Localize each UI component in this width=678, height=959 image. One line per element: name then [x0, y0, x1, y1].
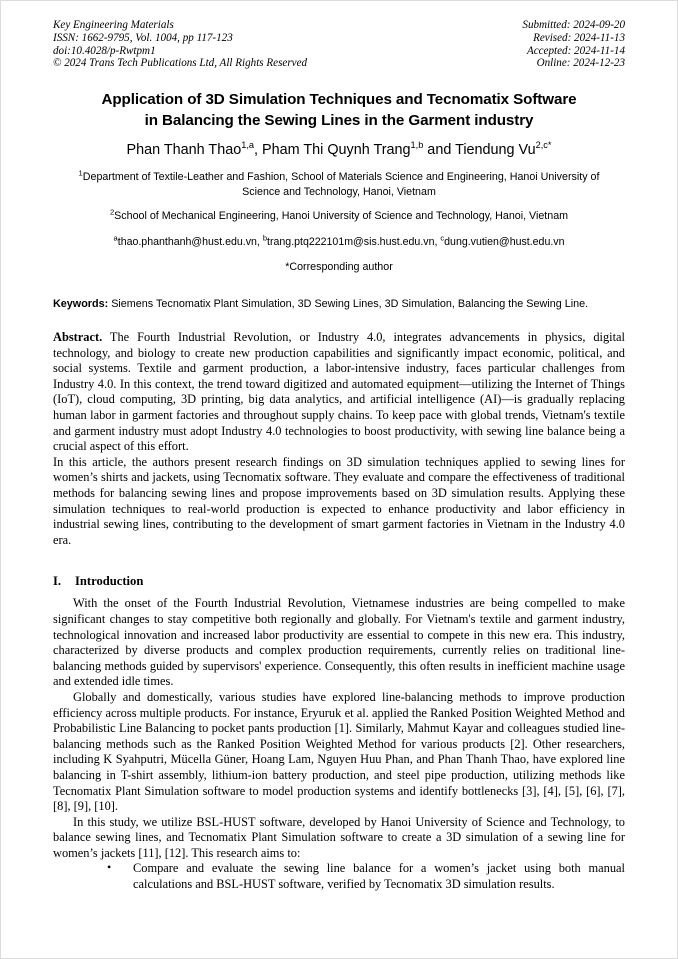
- date-submitted: Submitted: 2024-09-20: [522, 19, 625, 31]
- email-1[interactable]: thao.phanthanh@hust.edu.vn: [117, 235, 257, 248]
- section-title: Introduction: [75, 574, 144, 589]
- email-separator-2: ,: [434, 235, 441, 248]
- email-3-marker: c: [440, 233, 445, 243]
- date-online: Online: 2024-12-23: [536, 57, 625, 70]
- keywords-label: Keywords:: [53, 297, 109, 310]
- abstract-paragraph-2: In this article, the authors present research findings on 3D simulation techniques applied to sewing lines for women’s shirts and jackets, using Tecnomatix software. They evaluate and compare the effectiveness of traditional methods for balancing sewing lines and propose improvements based on 3D simulation results. Applying these simulation techniques to real-world production is expected to enhance productivity and labor efficiency in industrial sewing lines, contributing to the development of smart garment factories in Vietnam in the Industry 4.0 era.: [53, 454, 625, 547]
- journal-name: Key Engineering Materials: [53, 19, 174, 31]
- title-line-2: in Balancing the Sewing Lines in the Garment industry: [144, 111, 534, 129]
- affiliation-list: [53, 170, 625, 224]
- email-1-marker: a: [113, 233, 118, 243]
- affiliation-2: [53, 209, 625, 224]
- email-2-marker: b: [262, 233, 268, 243]
- author-1-name: Phan Thanh Thao: [126, 142, 242, 159]
- affiliation-2-marker: 2: [109, 207, 115, 217]
- introduction-paragraph-1: With the onset of the Fourth Industrial Revolution, Vietnamese industries are being compelled to make significant changes to stay competitive both regionally and globally. For Vietnam's textile and garment industry, technological innovation and increased labor productivity are essential to compete in this new era. This industry, characterized by diverse products and complex production requirements, currently relies on traditional line-balancing methods guided by supervisors' experience. Consequently, this often results in inefficient machine usage and extended idle times.: [53, 596, 625, 689]
- author-separator-1: ,: [254, 142, 263, 159]
- introduction-paragraph-2: Globally and domestically, various studies have explored line-balancing methods to improve production efficiency across multiple products. For instance, Eryuruk et al. applied the Ranked Position Weighted Method and Probabilistic Line Balancing to pocket pants production [1]. Similarly, Mahmut Kayar and colleagues studied line-balancing methods such as the Ranked Position Weighted Method for various products [2]. Other researchers, including K Syahputri, Mücella Güner, Hoang Lam, Nguyen Huu Phan, and Phan Thanh Thao, have explored line balancing in T-shirt assembly, lithium-ion battery production, and steel pipe production, utilizing methods like Tecnomatix Plant Simulation software to model production systems and identify bottlenecks [3], [4], [5], [6], [7], [8], [9], [10].: [53, 689, 625, 814]
- journal-copyright: © 2024 Trans Tech Publications Ltd, All Rights Reserved: [53, 57, 308, 70]
- author-separator-2: and: [423, 142, 456, 159]
- journal-header-left: [53, 19, 307, 70]
- affiliation-1-text: Department of Textile-Leather and Fashion, School of Materials Science and Engineering, Hanoi University of Science and Technology, Hanoi, Vietnam: [82, 171, 600, 198]
- title-line-1: Application of 3D Simulation Techniques and Tecnomatix Software: [101, 91, 577, 109]
- affiliation-1-marker: 1: [78, 168, 83, 178]
- research-aims-list: [53, 861, 625, 892]
- keywords-text: Siemens Tecnomatix Plant Simulation, 3D Sewing Lines, 3D Simulation, Balancing the Sewing Line.: [108, 297, 589, 310]
- abstract-text-1: The Fourth Industrial Revolution, or Industry 4.0, integrates advancements in physics, digital technology, and biology to create new production capabilities and significantly impact economic, political, and social systems. Textile and garment production, a labor-intensive industry, faces particular challenges from Industry 4.0. In this context, the trend toward digitized and automated equipment—utilizing the Internet of Things (IoT), cloud computing, 3D printing, big data analytics, and artificial intelligence (AI)—is gradually replacing human labor in garment factories and throughout supply chains. To keep pace with global trends, Vietnam's textile and garment industry must adopt Industry 4.0 technologies to boost productivity, with sewing line balance being a crucial aspect of this effort.: [53, 330, 625, 454]
- abstract-paragraph-1: [53, 330, 625, 455]
- page-title: [53, 90, 625, 131]
- section-heading-introduction: [53, 573, 625, 589]
- list-item: • Compare and evaluate the sewing line balance for a women’s jacket using both manual calculations and BSL-HUST software, verified by Tecnomatix 3D simulation results.: [107, 861, 625, 892]
- author-1-affiliation-marker: 1,a: [241, 140, 255, 151]
- date-revised: Revised: 2024-11-13: [533, 31, 625, 44]
- author-2-name: Pham Thi Quynh Trang: [262, 142, 411, 159]
- introduction-paragraph-3: In this study, we utilize BSL-HUST software, developed by Hanoi University of Science and Technology, to balance sewing lines, and Tecnomatix Plant Simulation software to create a 3D simulation of a sewing line for women’s jackets [11], [12]. This research aims to:: [53, 814, 625, 860]
- affiliation-1: [53, 170, 625, 199]
- affiliation-2-text: School of Mechanical Engineering, Hanoi University of Science and Technology, Hanoi, Vietnam: [114, 210, 569, 223]
- author-list: [53, 141, 625, 160]
- abstract-section: [53, 330, 625, 548]
- page-content: [1, 1, 677, 893]
- email-2[interactable]: trang.ptq222101m@sis.hust.edu.vn: [267, 235, 435, 248]
- author-3-name: Tiendung Vu: [455, 142, 536, 159]
- journal-header-right: [522, 19, 625, 70]
- author-emails: [53, 235, 625, 250]
- section-number: I.: [53, 574, 62, 589]
- abstract-label: Abstract.: [53, 330, 103, 345]
- journal-header: [53, 19, 625, 70]
- author-3-affiliation-marker: 2,c*: [535, 140, 552, 151]
- email-separator-1: ,: [256, 235, 263, 248]
- keywords-section: [53, 297, 625, 312]
- corresponding-author-note: *Corresponding author: [285, 260, 393, 273]
- journal-issn-volume: ISSN: 1662-9795, Vol. 1004, pp 117-123: [53, 31, 233, 44]
- date-accepted: Accepted: 2024-11-14: [526, 44, 625, 57]
- email-3[interactable]: dung.vutien@hust.edu.vn: [444, 235, 565, 248]
- introduction-body: [53, 596, 625, 861]
- journal-doi: doi:10.4028/p-Rwtpm1: [53, 44, 156, 57]
- author-2-affiliation-marker: 1,b: [410, 140, 424, 151]
